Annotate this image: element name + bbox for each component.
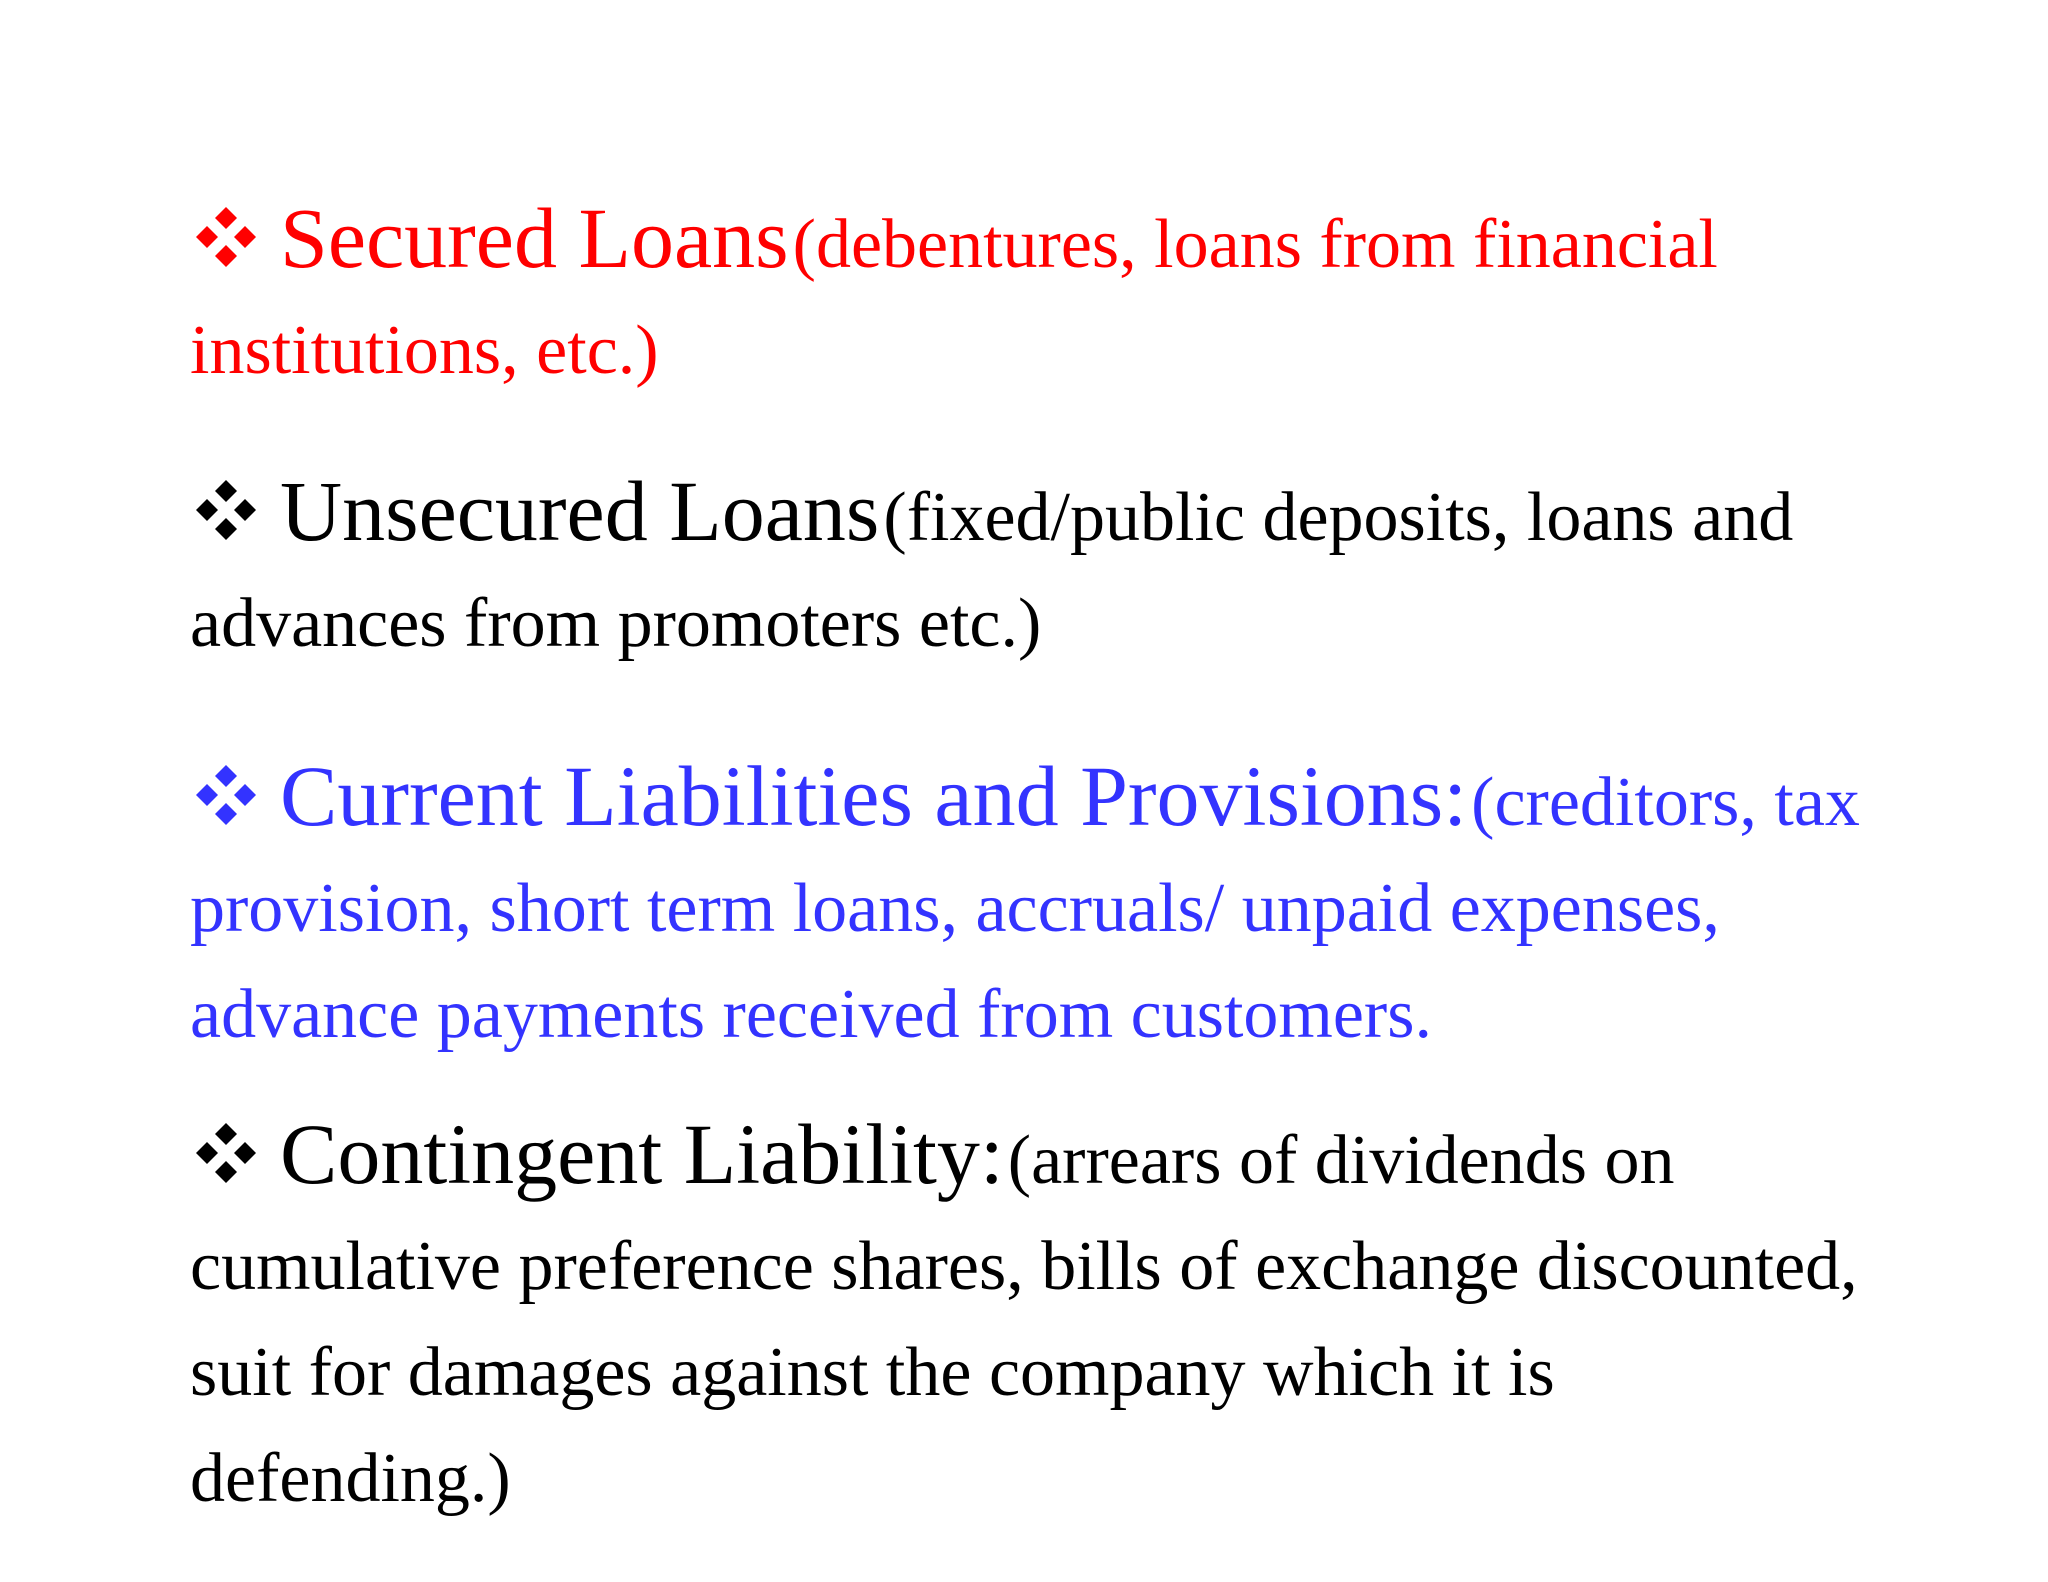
diamond-cluster-icon xyxy=(190,201,262,273)
bullet-heading: Current Liabilities and Provisions: xyxy=(280,748,1468,844)
bullet-contingent-liability xyxy=(190,1106,1890,1541)
bullet-detail: (debentures, loans from financial institutions, etc.) xyxy=(190,206,1718,389)
bullet-current-liabilities xyxy=(190,748,1890,1077)
bullet-detail: (fixed/public deposits, loans and advances from promoters etc.) xyxy=(190,479,1794,662)
diamond-cluster-icon xyxy=(190,759,262,831)
diamond-cluster-icon xyxy=(190,474,262,546)
bullet-heading: Secured Loans xyxy=(280,190,789,286)
bullet-heading: Unsecured Loans xyxy=(280,463,880,559)
bullet-secured-loans xyxy=(190,190,1890,413)
bullet-detail: (arrears of dividends on cumulative preference shares, bills of exchange discounted, suit for damages against the company which it is defending.) xyxy=(190,1122,1858,1517)
bullet-detail: (creditors, tax provision, short term loans, accruals/ unpaid expenses, advance payments received from customers. xyxy=(190,764,1860,1053)
bullet-unsecured-loans xyxy=(190,463,1890,686)
bullet-heading: Contingent Liability: xyxy=(280,1106,1004,1202)
diamond-cluster-icon xyxy=(190,1117,262,1189)
